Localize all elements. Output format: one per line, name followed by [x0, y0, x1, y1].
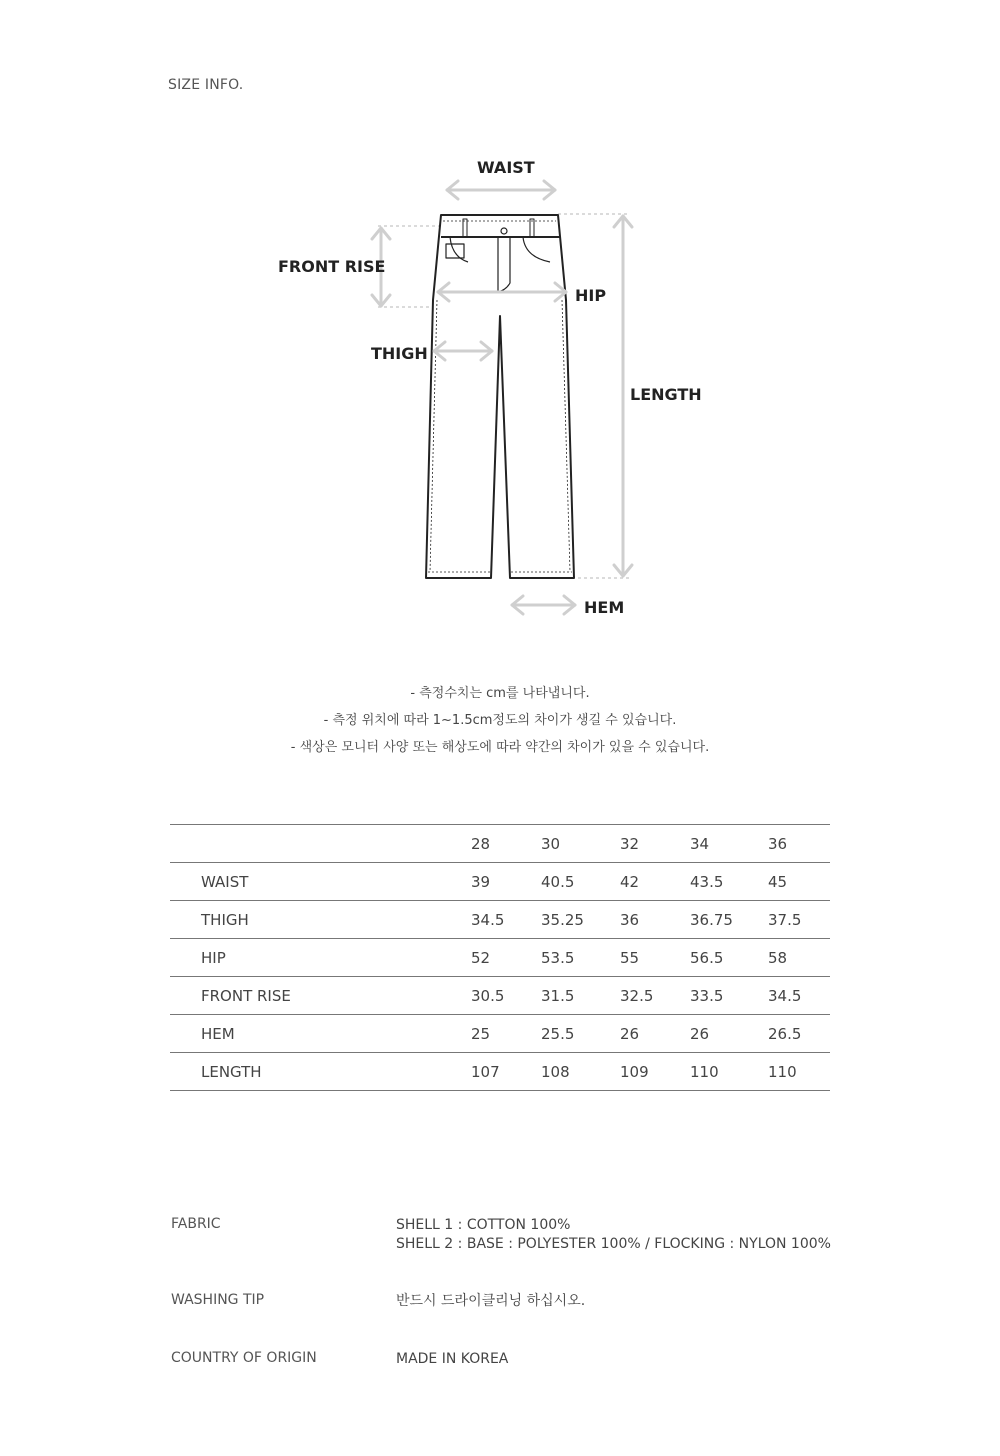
row-label: THIGH [170, 901, 471, 939]
table-cell: 108 [541, 1053, 620, 1091]
table-cell: 110 [768, 1053, 830, 1091]
table-header-cell: 32 [620, 825, 690, 863]
size-table [170, 824, 830, 1091]
pants-measurement-diagram [0, 0, 1000, 660]
table-cell: 107 [471, 1053, 541, 1091]
table-cell: 34.5 [471, 901, 541, 939]
pants-icon [426, 215, 574, 578]
table-cell: 26 [690, 1015, 768, 1053]
table-cell: 58 [768, 939, 830, 977]
waist-label: WAIST [477, 158, 535, 177]
table-cell: 30.5 [471, 977, 541, 1015]
table-row [170, 939, 830, 977]
table-cell: 56.5 [690, 939, 768, 977]
row-label: HEM [170, 1015, 471, 1053]
table-cell: 26 [620, 1015, 690, 1053]
note-line: - 측정 위치에 따라 1~1.5cm정도의 차이가 생길 수 있습니다. [323, 713, 677, 728]
table-cell: 31.5 [541, 977, 620, 1015]
fabric-value [396, 1216, 996, 1254]
table-row [170, 977, 830, 1015]
table-cell: 45 [768, 863, 830, 901]
table-cell: 42 [620, 863, 690, 901]
table-cell: 52 [471, 939, 541, 977]
origin-label: COUNTRY OF ORIGIN [171, 1350, 317, 1366]
fabric-line: SHELL 1 : COTTON 100% [396, 1217, 571, 1233]
measurement-notes [0, 680, 1000, 761]
table-cell [170, 825, 471, 863]
table-header-cell: 34 [690, 825, 768, 863]
table-cell: 32.5 [620, 977, 690, 1015]
table-cell: 39 [471, 863, 541, 901]
table-cell: 109 [620, 1053, 690, 1091]
row-label: LENGTH [170, 1053, 471, 1091]
table-cell: 36 [620, 901, 690, 939]
fabric-line: SHELL 2 : BASE : POLYESTER 100% / FLOCKING : NYLON 100% [396, 1236, 831, 1252]
row-label: FRONT RISE [170, 977, 471, 1015]
table-cell: 26.5 [768, 1015, 830, 1053]
table-cell: 40.5 [541, 863, 620, 901]
table-cell: 53.5 [541, 939, 620, 977]
washing-value: 반드시 드라이클리닝 하십시오. [396, 1293, 586, 1309]
table-header-cell: 28 [471, 825, 541, 863]
table-row [170, 863, 830, 901]
length-label: LENGTH [630, 385, 702, 404]
table-row [170, 1015, 830, 1053]
table-cell: 55 [620, 939, 690, 977]
table-cell: 25.5 [541, 1015, 620, 1053]
table-cell: 34.5 [768, 977, 830, 1015]
table-row [170, 901, 830, 939]
table-header-row [170, 825, 830, 863]
front-rise-label: FRONT RISE [278, 257, 386, 276]
table-cell: 25 [471, 1015, 541, 1053]
table-row [170, 1053, 830, 1091]
table-cell: 43.5 [690, 863, 768, 901]
table-cell: 33.5 [690, 977, 768, 1015]
table-cell: 35.25 [541, 901, 620, 939]
fabric-label: FABRIC [171, 1216, 221, 1232]
hem-label: HEM [584, 598, 625, 617]
section-title: SIZE INFO. [168, 77, 244, 93]
table-cell: 110 [690, 1053, 768, 1091]
table-header-cell: 30 [541, 825, 620, 863]
note-line: - 측정수치는 cm를 나타냅니다. [410, 686, 590, 701]
washing-label: WASHING TIP [171, 1292, 265, 1308]
row-label: WAIST [170, 863, 471, 901]
origin-value: MADE IN KOREA [396, 1351, 509, 1367]
thigh-label: THIGH [371, 344, 428, 363]
hip-label: HIP [575, 286, 607, 305]
note-line: - 색상은 모니터 사양 또는 해상도에 따라 약간의 차이가 있을 수 있습니다. [290, 740, 710, 755]
table-cell: 37.5 [768, 901, 830, 939]
table-header-cell: 36 [768, 825, 830, 863]
row-label: HIP [170, 939, 471, 977]
table-cell: 36.75 [690, 901, 768, 939]
